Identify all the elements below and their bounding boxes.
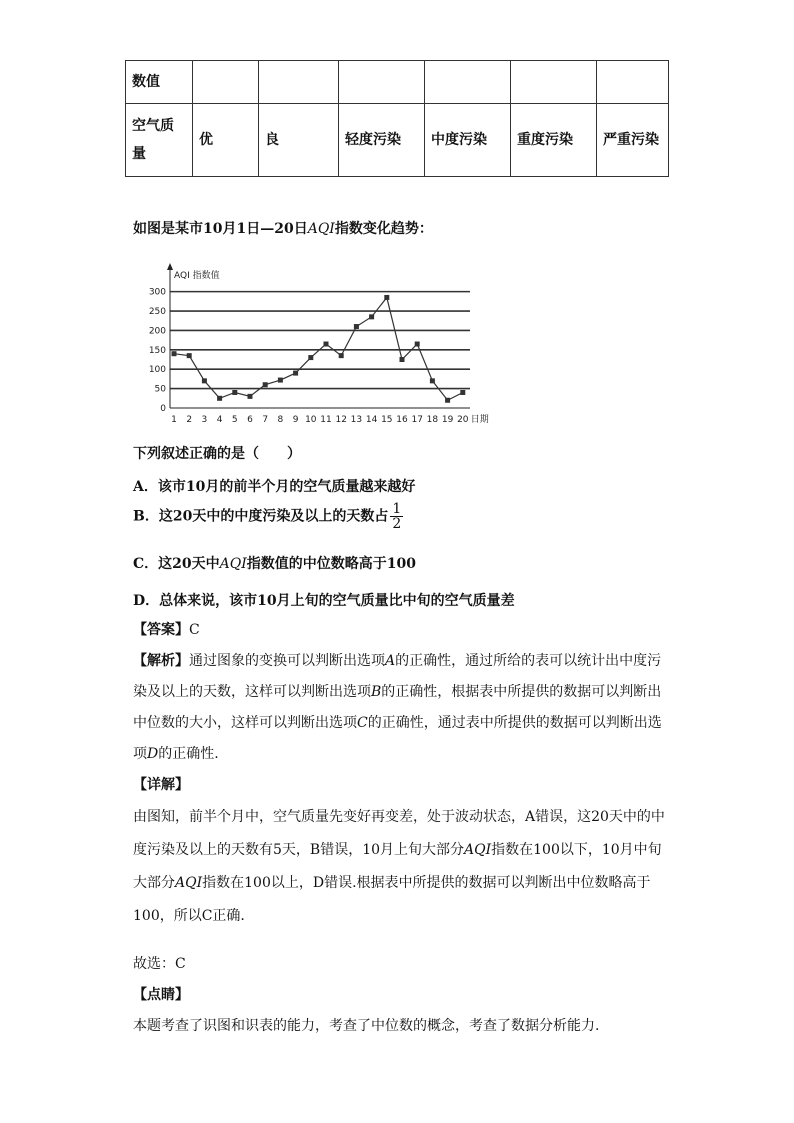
data-point [415,342,420,347]
math-var: AQI [307,221,335,237]
table-cell: 中度污染 [425,104,511,177]
data-point [460,390,465,395]
x-tick-label: 18 [426,415,439,425]
table-cell [259,61,339,104]
x-tick-label: 20 [457,415,469,425]
x-tick-label: 10 [305,415,317,425]
data-point [263,382,268,387]
x-tick-label: 16 [396,415,408,425]
data-point [369,314,374,319]
table-header-cell: 数值 [126,61,193,104]
x-tick-label: 19 [441,415,454,425]
x-tick-label: 13 [350,415,363,425]
table-cell: 优 [193,104,259,177]
math-var: AQI [219,556,247,572]
table-cell: 轻度污染 [339,104,425,177]
fraction: $\frac{1}{2}$ [392,501,402,532]
table-cell [339,61,425,104]
comment-text: 本题考查了识图和识表的能力，考查了中位数的概念，考查了数据分析能力. [133,1018,600,1034]
analysis-tag: 【解析】 [133,653,189,669]
answer-tag: 【答案】 [133,622,189,638]
option-b: B．这20天中的中度污染及以上的天数占 $\frac{1}{2}$ [133,501,402,532]
x-axis-label: 日期 [470,415,489,425]
table-header-cell: 空气质量 [126,104,193,177]
option-c: C．这20天中AQI指数值的中位数略高于100 [133,556,416,572]
x-tick-label: 3 [201,415,208,425]
y-tick-label: 100 [148,365,166,376]
y-tick-label: 50 [154,384,166,395]
chart-gridlines [170,292,470,389]
detail-text: 由图知，前半个月中，空气质量先变好再变差，处于波动状态，A错误，这20天中的中度污染及以上的天数有5天，B错误，10月上旬大部分AQI指数在100以下，10月中旬大部分AQI指数在100以上，D错误.根据表中所提供的数据可以判断出中位数略高于100，所以C正确. [133,809,665,924]
data-point [308,355,313,360]
x-tick-label: 11 [320,415,332,425]
data-point [217,396,222,401]
answer-value: C [189,622,200,638]
option-a: A．该市10月的前半个月的空气质量越来越好 [133,479,416,495]
x-tick-label: 15 [381,415,393,425]
x-tick-labels [171,415,469,425]
question-stem: 下列叙述正确的是（ ） [133,446,301,462]
data-point [248,394,253,399]
aqi-line-chart [140,262,500,430]
data-point [445,398,450,403]
data-point [324,342,329,347]
y-axis-label: AQI 指数值 [174,271,220,281]
x-tick-label: 9 [292,415,299,425]
x-tick-label: 8 [277,415,284,425]
x-tick-label: 5 [231,415,238,425]
x-tick-label: 1 [171,415,177,425]
data-point [400,357,405,362]
series-line [174,297,463,400]
data-point [384,295,389,300]
detail-tag: 【详解】 [133,777,189,793]
data-point [202,378,207,383]
data-point [430,378,435,383]
y-tick-label: 200 [148,326,166,337]
table-cell [511,61,597,104]
table-row [126,104,669,177]
y-tick-label: 250 [148,307,166,318]
table-cell: 良 [259,104,339,177]
data-point [354,324,359,329]
data-point [278,378,283,383]
comment: 【点睛】 [133,987,189,1003]
x-tick-label: 6 [247,415,253,425]
x-tick-label: 17 [411,415,423,425]
table-cell: 严重污染 [597,104,669,177]
x-tick-label: 12 [335,415,347,425]
analysis: 【解析】通过图象的变换可以判断出选项A的正确性，通过所给的表可以统计出中度污染及以上的天数，这样可以判断出选项B的正确性，根据表中所提供的数据可以判断出中位数的大小，这样可以判断出选项C的正确性，通过表中所提供的数据可以判断出选项D的正确性. [133,653,662,762]
option-d: D．总体来说，该市10月上旬的空气质量比中旬的空气质量差 [133,593,515,609]
data-point [172,351,177,356]
y-tick-label: 150 [148,345,166,356]
y-tick-label: 0 [160,404,166,414]
answer [133,615,673,646]
y-tick-labels [149,288,166,414]
table-cell: 重度污染 [511,104,597,177]
table-cell [425,61,511,104]
data-point [293,371,298,376]
y-tick-label: 300 [148,287,166,298]
y-axis-arrow [167,263,173,270]
x-tick-label: 7 [262,415,269,425]
x-tick-label: 14 [365,415,378,425]
data-point [339,353,344,358]
table-cell [193,61,259,104]
table-row [126,61,669,104]
aqi-table [125,60,669,177]
data-point [232,390,237,395]
chart-intro: 如图是某市10月1日—20日AQI指数变化趋势： [133,221,433,237]
detail-choice: 故选：C [133,956,186,972]
table-cell [597,61,669,104]
x-tick-label: 4 [216,415,223,425]
x-tick-label: 2 [186,415,193,425]
data-point [187,353,192,358]
